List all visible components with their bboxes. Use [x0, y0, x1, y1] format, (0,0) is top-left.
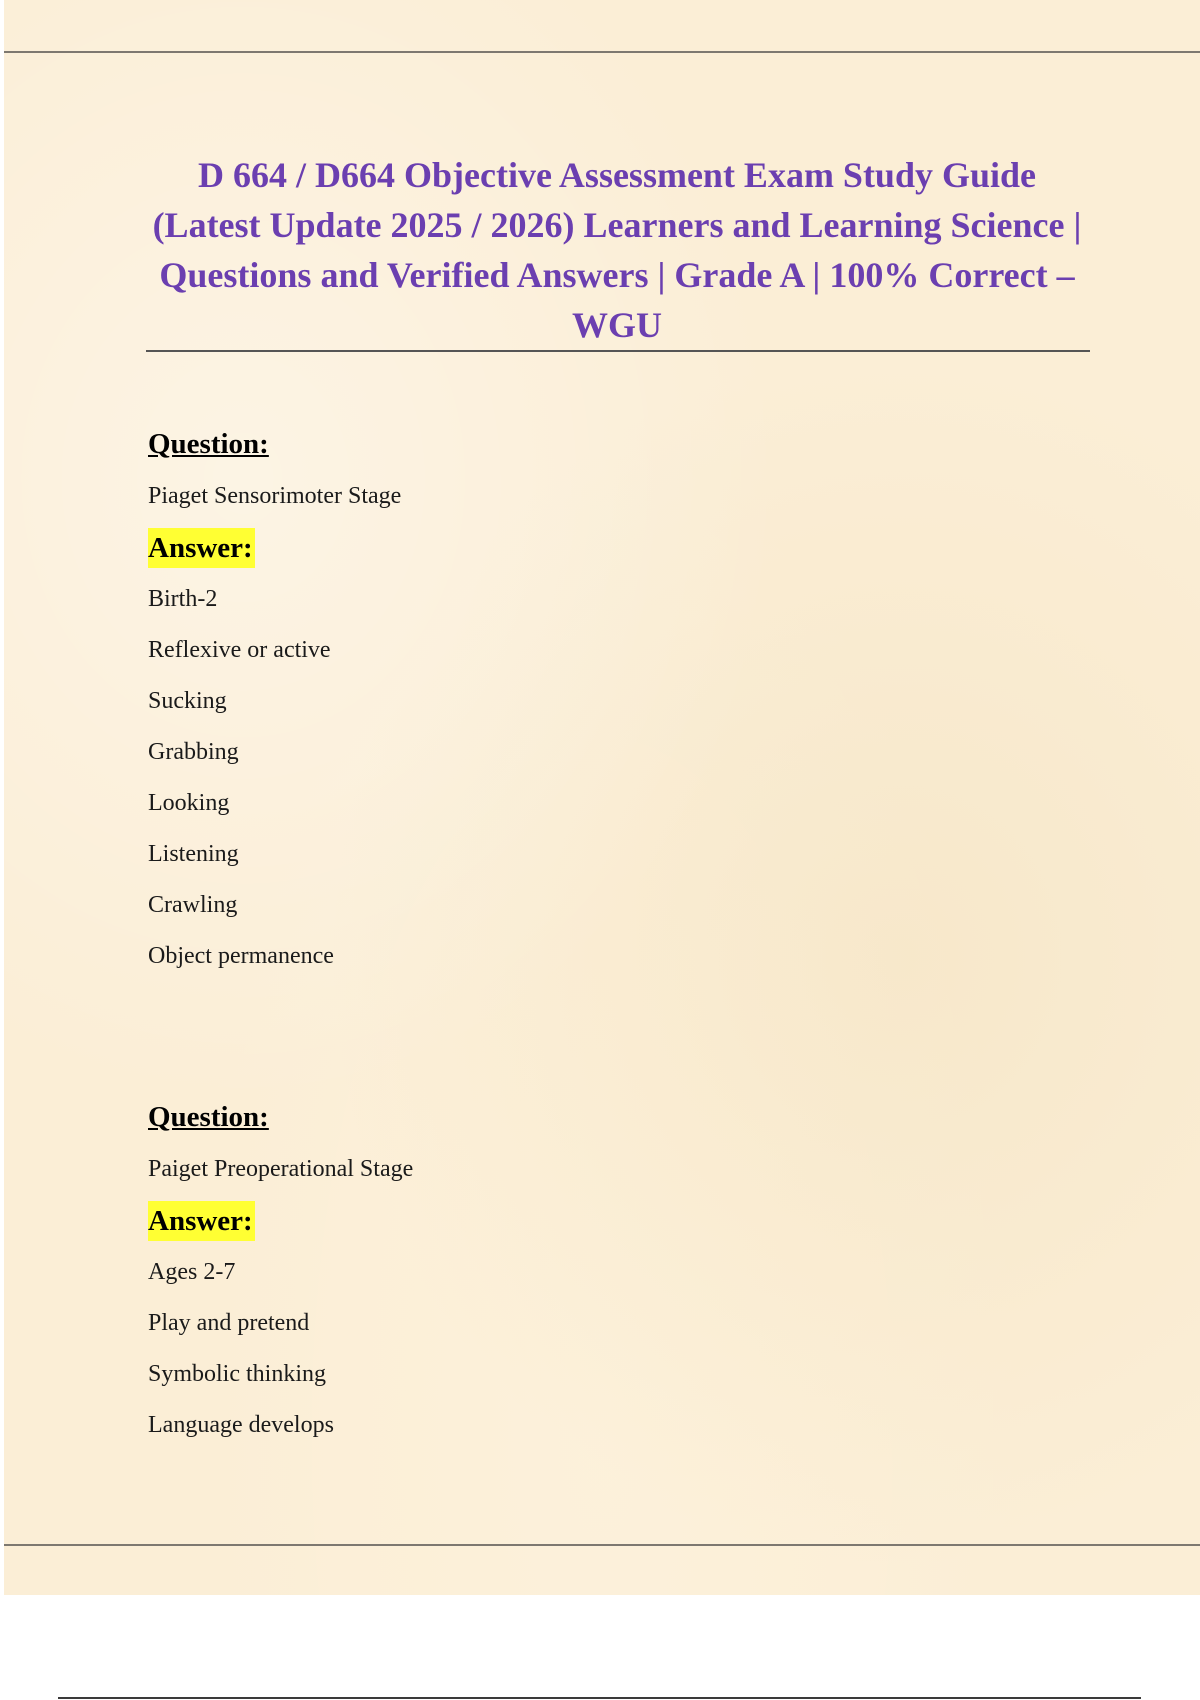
qa-block: [148, 1093, 1048, 1458]
answer-label-row: [148, 1201, 1048, 1241]
answer-label-row: [148, 528, 1048, 568]
answer-label: Answer:: [148, 1201, 255, 1241]
answer-list: [148, 581, 1048, 974]
answer-item: Sucking: [148, 688, 227, 714]
answer-item: Play and pretend: [148, 1310, 310, 1336]
answer-list: [148, 1254, 1048, 1443]
footer-divider: [4, 1544, 1200, 1546]
qa-block: [148, 420, 1048, 989]
answer-item: Ages 2-7: [148, 1259, 236, 1285]
question-text: Paiget Preoperational Stage: [148, 1156, 414, 1182]
answer-item: Grabbing: [148, 739, 239, 765]
document-title: D 664 / D664 Objective Assessment Exam Study Guide (Latest Update 2025 / 2026) Learners and Learning Science | Questions and Verified Answers | Grade A | 100% Correct – WGU: [152, 155, 1082, 345]
answer-label: Answer:: [148, 528, 255, 568]
title-underline: [146, 350, 1090, 352]
answer-item: Reflexive or active: [148, 637, 331, 663]
answer-item: Language develops: [148, 1412, 334, 1438]
answer-item: Object permanence: [148, 943, 334, 969]
answer-item: Listening: [148, 841, 239, 867]
question-label: Question:: [148, 1101, 269, 1133]
answer-item: Birth-2: [148, 586, 218, 612]
question-text: Piaget Sensorimoter Stage: [148, 483, 402, 509]
answer-item: Symbolic thinking: [148, 1361, 327, 1387]
header-divider: [4, 51, 1200, 53]
page-bottom-rule: [58, 1697, 1141, 1699]
answer-item: Looking: [148, 790, 230, 816]
question-label: Question:: [148, 428, 269, 460]
answer-item: Crawling: [148, 892, 238, 918]
